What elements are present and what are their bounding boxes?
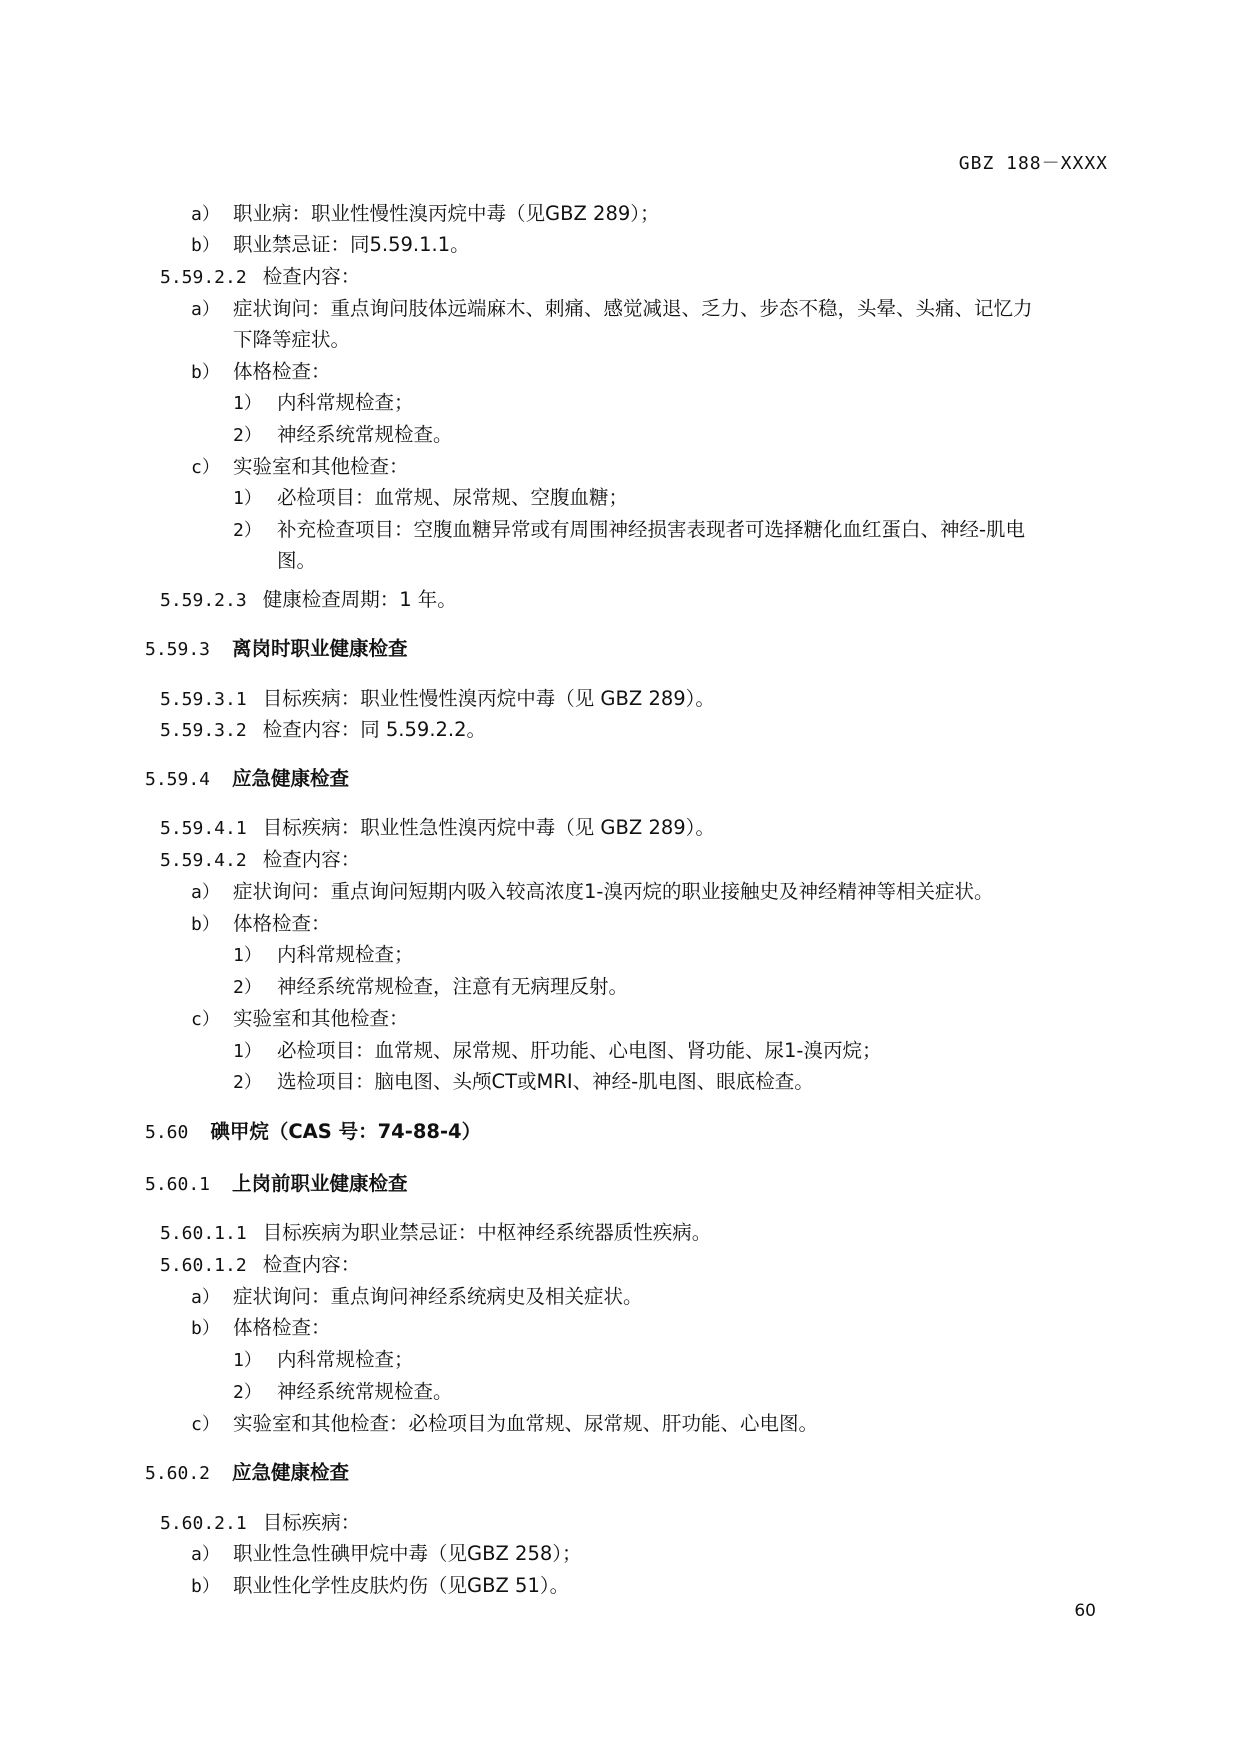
list-item-text: 体格检查： bbox=[233, 360, 331, 383]
list-item bbox=[0, 451, 1121, 484]
clause-number: 5.59.2.3 bbox=[160, 590, 247, 611]
clause bbox=[0, 261, 1121, 294]
clause bbox=[0, 683, 1121, 716]
clause-number: 5.59.4.2 bbox=[160, 850, 247, 871]
list-item bbox=[0, 1281, 1121, 1314]
list-marker: b） bbox=[191, 914, 220, 935]
list-item-continuation bbox=[0, 324, 1121, 356]
sub-list-marker: 2） bbox=[233, 1072, 262, 1093]
list-item bbox=[0, 1312, 1121, 1345]
clause-text: 目标疾病： bbox=[262, 1511, 361, 1534]
sub-list-item-continuation bbox=[0, 545, 1121, 577]
section-title: 应急健康检查 bbox=[232, 767, 350, 790]
list-item-text: 体格检查： bbox=[233, 912, 331, 935]
sub-list-marker: 1） bbox=[233, 488, 262, 509]
section-number: 5.60.2 bbox=[145, 1463, 211, 1484]
sub-list-item-text: 选检项目：脑电图、头颅CT或MRI、神经-肌电图、眼底检查。 bbox=[277, 1070, 814, 1093]
sub-list-item-text: 内科常规检查； bbox=[277, 1348, 414, 1371]
list-item-text: 症状询问：重点询问神经系统病史及相关症状。 bbox=[233, 1285, 643, 1308]
section-number: 5.59.3 bbox=[145, 639, 211, 660]
chapter-heading bbox=[0, 1116, 1121, 1149]
sub-list-item bbox=[0, 939, 1121, 972]
sub-list-item bbox=[0, 1035, 1121, 1068]
list-marker: c） bbox=[191, 1414, 220, 1435]
section-title: 上岗前职业健康检查 bbox=[232, 1172, 408, 1195]
list-item bbox=[0, 1003, 1121, 1036]
list-item bbox=[0, 356, 1121, 389]
section-title: 碘甲烷（CAS 号：74-88-4） bbox=[210, 1120, 482, 1143]
sub-list-item-text: 内科常规检查； bbox=[277, 391, 414, 414]
clause bbox=[0, 1217, 1121, 1250]
section-heading bbox=[0, 633, 1121, 666]
sub-list-item bbox=[0, 1376, 1121, 1409]
section-heading bbox=[0, 763, 1121, 796]
list-marker: b） bbox=[191, 362, 220, 383]
clause-number: 5.59.3.2 bbox=[160, 720, 247, 741]
sub-list-marker: 1） bbox=[233, 1350, 262, 1371]
list-item-text: 职业性急性碘甲烷中毒（见GBZ 258）； bbox=[233, 1542, 582, 1565]
sub-list-item-text: 必检项目：血常规、尿常规、肝功能、心电图、肾功能、尿1-溴丙烷； bbox=[277, 1039, 882, 1062]
list-marker: a） bbox=[191, 1544, 220, 1565]
section-number: 5.59.4 bbox=[145, 769, 211, 790]
page-number: 60 bbox=[1074, 1601, 1096, 1621]
clause-number: 5.59.3.1 bbox=[160, 689, 247, 710]
section-title: 离岗时职业健康检查 bbox=[232, 637, 408, 660]
sub-list-item-text: 补充检查项目：空腹血糖异常或有周围神经损害表现者可选择糖化血红蛋白、神经-肌电 bbox=[277, 518, 1026, 541]
sub-list-item-text: 神经系统常规检查，注意有无病理反射。 bbox=[277, 975, 629, 998]
sub-list-item bbox=[0, 971, 1121, 1004]
list-item-text: 症状询问：重点询问肢体远端麻木、刺痛、感觉减退、乏力、步态不稳，头晕、头痛、记忆力 bbox=[233, 297, 1033, 320]
list-marker: c） bbox=[191, 457, 220, 478]
sub-list-item-text: 神经系统常规检查。 bbox=[277, 423, 453, 446]
clause bbox=[0, 1249, 1121, 1282]
list-item bbox=[0, 1538, 1121, 1571]
clause-text: 检查内容： bbox=[262, 848, 361, 871]
clause bbox=[0, 584, 1121, 617]
clause bbox=[0, 812, 1121, 845]
list-item-text: 实验室和其他检查：必检项目为血常规、尿常规、肝功能、心电图。 bbox=[233, 1412, 819, 1435]
clause bbox=[0, 714, 1121, 747]
list-item-text: 实验室和其他检查： bbox=[233, 1007, 409, 1030]
section-heading bbox=[0, 1168, 1121, 1201]
sub-list-marker: 2） bbox=[233, 1382, 262, 1403]
list-item-text: 职业病：职业性慢性溴丙烷中毒（见GBZ 289）； bbox=[233, 202, 660, 225]
sub-list-item bbox=[0, 387, 1121, 420]
sub-list-marker: 1） bbox=[233, 945, 262, 966]
list-item-text: 体格检查： bbox=[233, 1316, 331, 1339]
list-marker: a） bbox=[191, 1287, 220, 1308]
section-number: 5.60 bbox=[145, 1122, 189, 1143]
clause bbox=[0, 1507, 1121, 1540]
list-item bbox=[0, 293, 1121, 326]
list-marker: a） bbox=[191, 299, 220, 320]
sub-list-item bbox=[0, 514, 1121, 547]
sub-list-item bbox=[0, 1344, 1121, 1377]
sub-list-item-text: 神经系统常规检查。 bbox=[277, 1380, 453, 1403]
list-item-text: 下降等症状。 bbox=[233, 328, 351, 351]
clause-text: 健康检查周期：1 年。 bbox=[262, 588, 457, 611]
sub-list-marker: 2） bbox=[233, 977, 262, 998]
clause-text: 检查内容：同 5.59.2.2。 bbox=[262, 718, 487, 741]
list-item bbox=[0, 198, 1121, 231]
sub-list-marker: 2） bbox=[233, 520, 262, 541]
list-item bbox=[0, 1570, 1121, 1603]
clause-number: 5.59.4.1 bbox=[160, 818, 247, 839]
clause-text: 目标疾病：职业性慢性溴丙烷中毒（见 GBZ 289）。 bbox=[262, 687, 715, 710]
sub-list-item-text: 必检项目：血常规、尿常规、空腹血糖； bbox=[277, 486, 629, 509]
clause bbox=[0, 844, 1121, 877]
list-item-text: 症状询问：重点询问短期内吸入较高浓度1-溴丙烷的职业接触史及神经精神等相关症状。 bbox=[233, 880, 994, 903]
list-item bbox=[0, 1408, 1121, 1441]
list-item-text: 职业性化学性皮肤灼伤（见GBZ 51）。 bbox=[233, 1574, 570, 1597]
sub-list-item-text: 内科常规检查； bbox=[277, 943, 414, 966]
list-item bbox=[0, 908, 1121, 941]
list-item bbox=[0, 876, 1121, 909]
clause-text: 检查内容： bbox=[262, 1253, 361, 1276]
sub-list-item bbox=[0, 482, 1121, 515]
list-marker: c） bbox=[191, 1009, 220, 1030]
section-title: 应急健康检查 bbox=[232, 1461, 350, 1484]
list-marker: a） bbox=[191, 882, 220, 903]
document-code: GBZ 188－XXXX bbox=[958, 153, 1108, 174]
sub-list-item bbox=[0, 419, 1121, 452]
clause-text: 目标疾病为职业禁忌证：中枢神经系统器质性疾病。 bbox=[262, 1221, 712, 1244]
sub-list-item-text: 图。 bbox=[277, 549, 317, 572]
list-marker: b） bbox=[191, 235, 220, 256]
list-item-text: 职业禁忌证：同5.59.1.1。 bbox=[233, 233, 470, 256]
sub-list-marker: 1） bbox=[233, 1041, 262, 1062]
list-marker: b） bbox=[191, 1318, 220, 1339]
list-marker: b） bbox=[191, 1576, 220, 1597]
section-number: 5.60.1 bbox=[145, 1174, 211, 1195]
sub-list-marker: 1） bbox=[233, 393, 262, 414]
list-item-text: 实验室和其他检查： bbox=[233, 455, 409, 478]
list-marker: a） bbox=[191, 204, 220, 225]
clause-number: 5.60.1.2 bbox=[160, 1255, 247, 1276]
clause-number: 5.60.2.1 bbox=[160, 1513, 247, 1534]
section-heading bbox=[0, 1457, 1121, 1490]
clause-number: 5.60.1.1 bbox=[160, 1223, 247, 1244]
sub-list-marker: 2） bbox=[233, 425, 262, 446]
clause-text: 目标疾病：职业性急性溴丙烷中毒（见 GBZ 289）。 bbox=[262, 816, 715, 839]
sub-list-item bbox=[0, 1066, 1121, 1099]
clause-text: 检查内容： bbox=[262, 265, 361, 288]
clause-number: 5.59.2.2 bbox=[160, 267, 247, 288]
list-item bbox=[0, 229, 1121, 262]
